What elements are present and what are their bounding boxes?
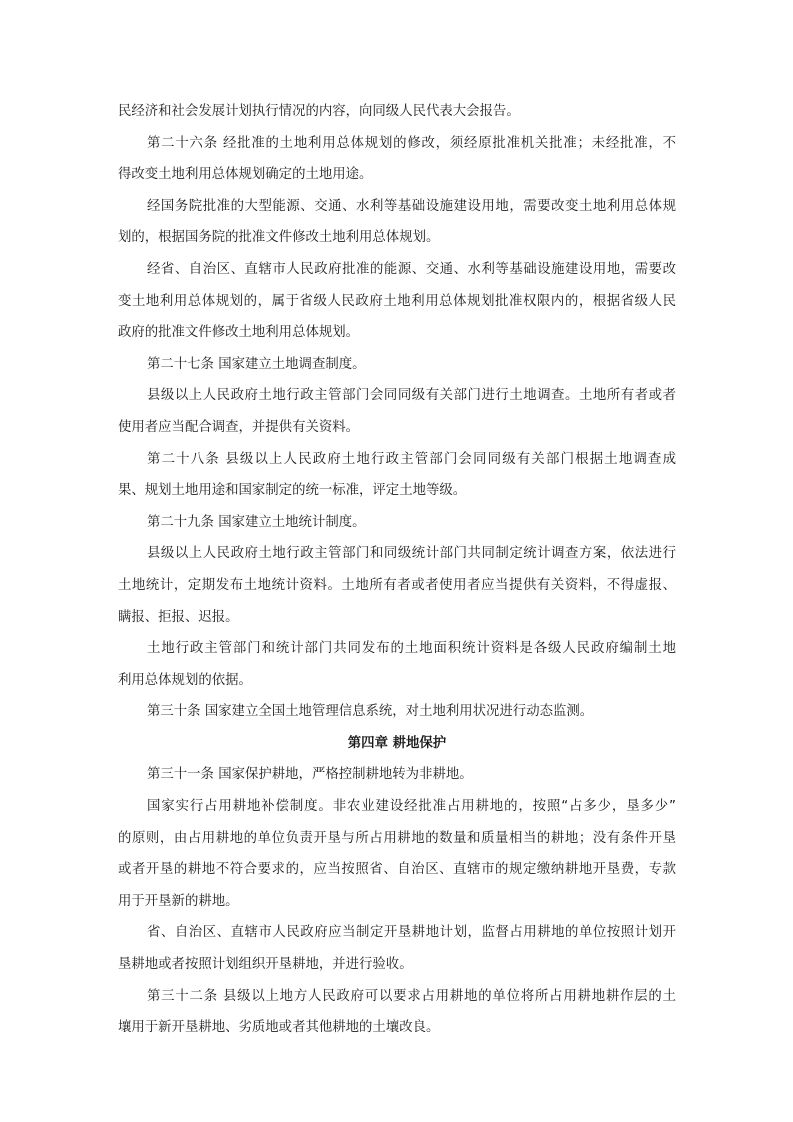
paragraph-line: 民经济和社会发展计划执行情况的内容，向同级人民代表大会报告。: [118, 104, 520, 119]
paragraph-line: 省、自治区、直辖市人民政府应当制定开垦耕地计划，监督占用耕地的单位按照计划开: [147, 925, 676, 941]
document-page: [118, 96, 676, 1044]
paragraph-line: 的原则，由占用耕地的单位负责开垦与所占用耕地的数量和质量相当的耕地；没有条件开垦: [118, 830, 676, 846]
paragraph-line: 利用总体规划的依据。: [118, 672, 252, 688]
paragraph-line: 划的，根据国务院的批准文件修改土地利用总体规划。: [118, 230, 440, 246]
paragraph-line: 用于开垦新的耕地。: [118, 893, 239, 909]
article-28-line: 第二十八条 县级以上人民政府土地行政主管部门会同同级有关部门根据土地调查成: [147, 451, 676, 467]
paragraph-line: 经国务院批准的大型能源、交通、水利等基础设施建设用地，需要改变土地利用总体规: [147, 198, 676, 214]
paragraph-line: 壤用于新开垦耕地、劣质地或者其他耕地的土壤改良。: [118, 1020, 440, 1036]
paragraph-line: 或者开垦的耕地不符合要求的，应当按照省、自治区、直辖市的规定缴纳耕地开垦费，专款: [118, 862, 676, 878]
paragraph-line: 土地行政主管部门和统计部门共同发布的土地面积统计资料是各级人民政府编制土地: [147, 641, 676, 657]
article-26-line: 第二十六条 经批准的土地利用总体规划的修改，须经原批准机关批准；未经批准，不: [147, 135, 676, 151]
paragraph-line: 变土地利用总体规划的，属于省级人民政府土地利用总体规划批准权限内的，根据省级人民: [118, 293, 676, 309]
paragraph-line: 国家实行占用耕地补偿制度。非农业建设经批准占用耕地的，按照“占多少，垦多少”: [147, 799, 676, 815]
paragraph-line: 瞒报、拒报、迟报。: [118, 609, 239, 625]
paragraph-line: 垦耕地或者按照计划组织开垦耕地，并进行验收。: [118, 957, 413, 973]
chapter-heading: 第四章 耕地保护: [347, 735, 447, 751]
paragraph-line: 土地统计，定期发布土地统计资料。土地所有者或者使用者应当提供有关资料，不得虚报、: [118, 577, 676, 593]
paragraph-line: 果、规划土地用途和国家制定的统一标准，评定土地等级。: [118, 483, 467, 499]
paragraph-line: 政府的批准文件修改土地利用总体规划。: [118, 325, 360, 341]
article-30-line: 第三十条 国家建立全国土地管理信息系统，对土地利用状况进行动态监测。: [147, 704, 594, 720]
paragraph-line: 县级以上人民政府土地行政主管部门会同同级有关部门进行土地调查。土地所有者或者: [147, 388, 676, 404]
paragraph-line: 经省、自治区、直辖市人民政府批准的能源、交通、水利等基础设施建设用地，需要改: [147, 261, 676, 277]
article-27-line: 第二十七条 国家建立土地调查制度。: [147, 356, 366, 372]
article-31-line: 第三十一条 国家保护耕地，严格控制耕地转为非耕地。: [147, 767, 473, 783]
paragraph-line: 使用者应当配合调查，并提供有关资料。: [118, 419, 360, 435]
article-32-line: 第三十二条 县级以上地方人民政府可以要求占用耕地的单位将所占用耕地耕作层的土: [147, 988, 676, 1004]
paragraph-line: 县级以上人民政府土地行政主管部门和同级统计部门共同制定统计调查方案，依法进行: [147, 546, 676, 562]
article-29-line: 第二十九条 国家建立土地统计制度。: [147, 514, 366, 530]
paragraph-line: 得改变土地利用总体规划确定的土地用途。: [118, 167, 373, 183]
